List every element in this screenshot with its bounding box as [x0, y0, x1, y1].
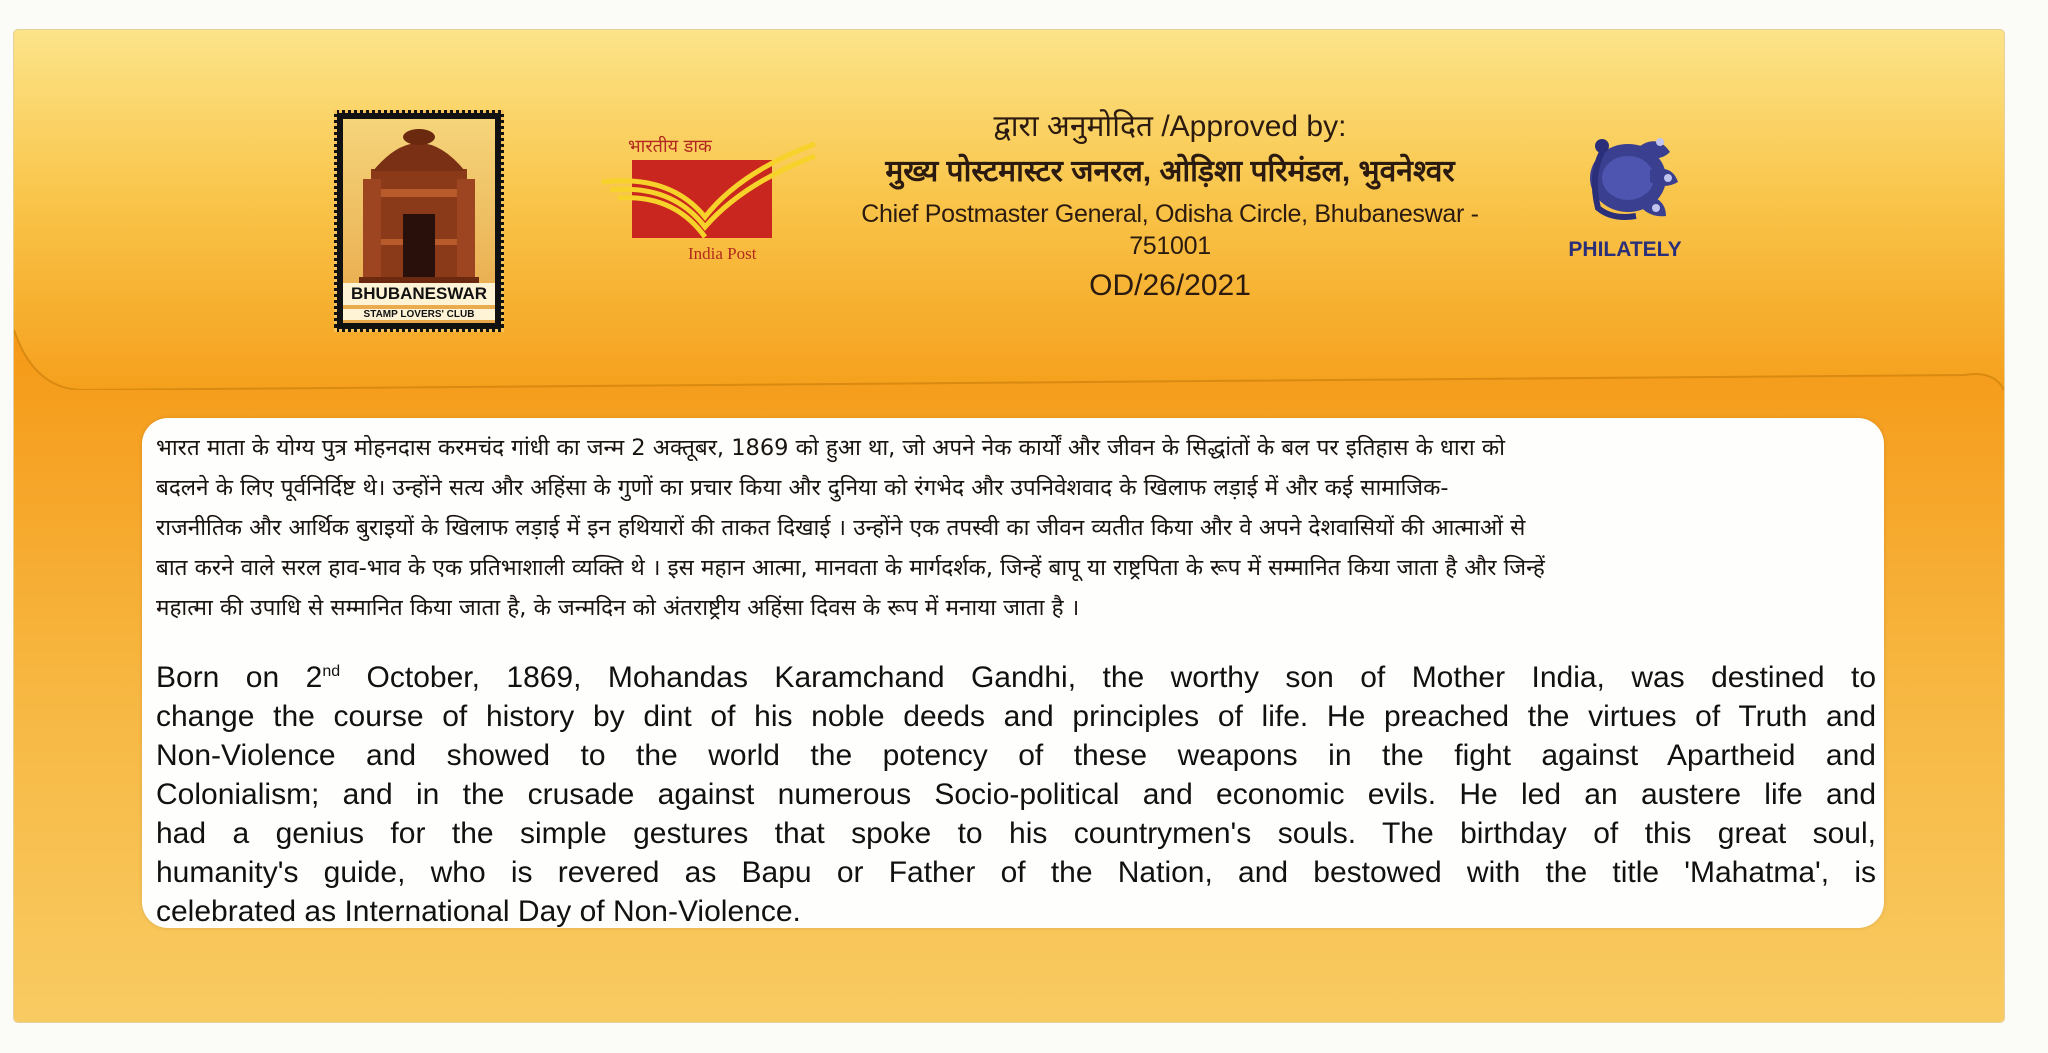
india-post-envelope-icon	[600, 132, 820, 262]
office-name-hindi: मुख्य पोस्टमास्टर जनरल, ओड़िशा परिमंडल, भुवनेश्वर	[885, 155, 1455, 188]
hindi-line: महात्मा की उपाधि से सम्मानित किया जाता है, के जन्मदिन को अंतराष्ट्रीय अहिंसा दिवस के रूप में मनाया जाता है ।	[156, 595, 1080, 621]
hindi-line: बात करने वाले सरल हाव-भाव के एक प्रतिभाशाली व्यक्ति थे । इस महान आत्मा, मानवता के मार्गदर्शक, जिन्हें बापू या राष्ट्रपिता के रूप में सम्मानित किया जाता है और जिन्हें	[156, 555, 1545, 581]
approved-by-label: द्वारा अनुमोदित /Approved by:	[993, 110, 1347, 143]
office-name-english: Chief Postmaster General, Odisha Circle, Bhubaneswar - 751001	[861, 200, 1479, 260]
hindi-line: बदलने के लिए पूर्वनिर्दिष्ट थे। उन्होंने सत्य और अहिंसा के गुणों का प्रचार किया और दुनिया को रंगभेद और उपनिवेशवाद के खिलाफ लड़ाई में और कई सामाजिक-	[156, 475, 1449, 501]
philately-logo	[1540, 116, 1710, 266]
peacock-icon	[1540, 116, 1710, 236]
reference-number: OD/26/2021	[1089, 269, 1251, 302]
india-post-hindi: भारतीय डाक	[628, 136, 712, 157]
hindi-paragraph	[156, 428, 1876, 628]
ordinal-suffix: nd	[322, 663, 341, 680]
club-subtitle: STAMP LOVERS' CLUB	[343, 309, 495, 320]
english-line: humanity's guide, who is revered as Bapu or Father of the Nation, and bestowed with the title 'Mahatma', is	[156, 856, 1876, 889]
english-line: Non-Violence and showed to the world the potency of these weapons in the fight against Apartheid and	[156, 739, 1876, 772]
english-line: celebrated as International Day of Non-Violence.	[156, 895, 801, 928]
english-line: Colonialism; and in the crusade against numerous Socio-political and economic evils. He led an austere life and	[156, 778, 1876, 811]
india-post-logo	[600, 132, 820, 262]
english-line	[156, 652, 1876, 697]
club-name: BHUBANESWAR	[343, 283, 495, 305]
english-line: had a genius for the simple gestures that spoke to his countrymen's souls. The birthday of this great soul,	[156, 817, 1876, 850]
stamp-lovers-club-logo	[334, 110, 504, 332]
india-post-english: India Post	[688, 244, 757, 263]
hindi-line: राजनीतिक और आर्थिक बुराइयों के खिलाफ लड़ाई में इन हथियारों की ताकत दिखाई । उन्होंने एक तपस्वी का जीवन व्यतीत किया और वे अपने देशवासियों की आत्माओं से	[156, 515, 1526, 541]
english-paragraph	[156, 652, 1876, 931]
hindi-line: भारत माता के योग्य पुत्र मोहनदास करमचंद गांधी का जन्म 2 अक्तूबर, 1869 को हुआ था, जो अपने नेक कार्यों और जीवन के सिद्धांतों के बल पर इतिहास के धारा को	[156, 435, 1505, 461]
english-line-start: Born on 2	[156, 661, 323, 694]
english-line: change the course of history by dint of his noble deeds and principles of life. He preached the virtues of Truth and	[156, 700, 1876, 733]
philately-label: PHILATELY	[1568, 238, 1682, 261]
approval-heading	[820, 108, 1520, 308]
english-line-end: October, 1869, Mohandas Karamchand Gandhi, the worthy son of Mother India, was destined to	[340, 661, 1876, 694]
